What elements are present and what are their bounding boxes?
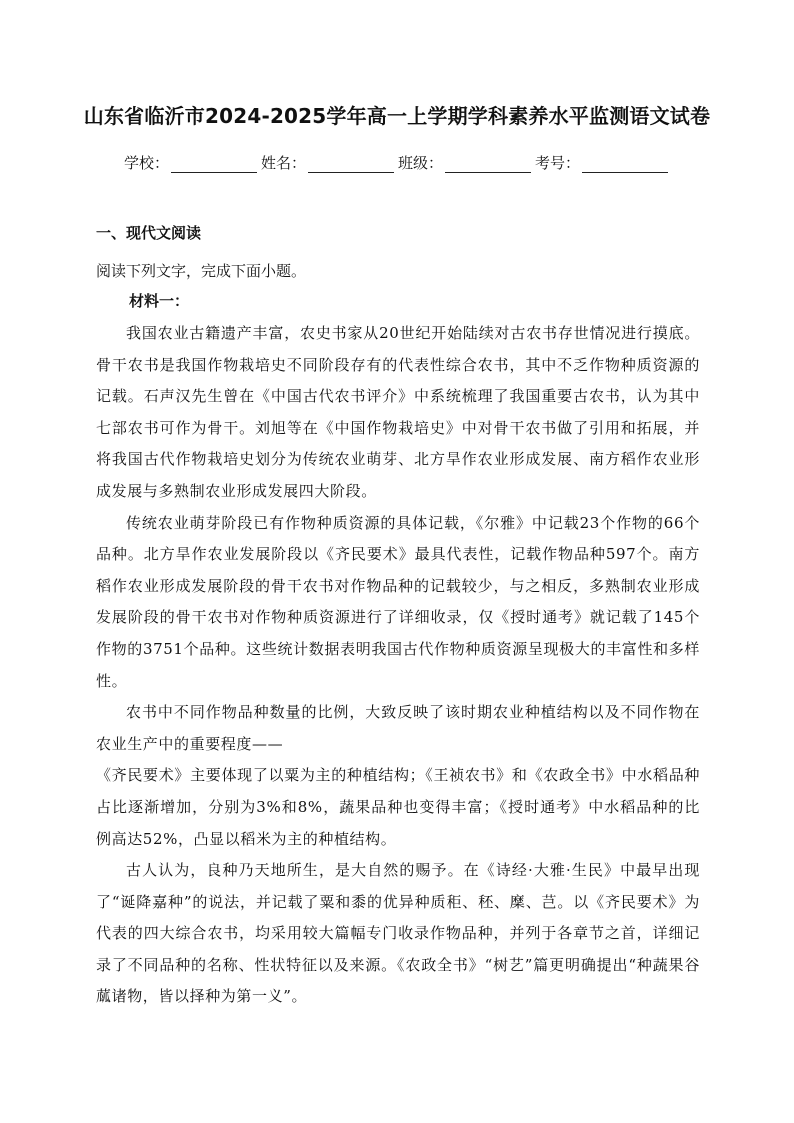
student-info-row xyxy=(124,152,684,173)
material-label: 材料一： xyxy=(129,292,190,310)
passage-paragraph: 我国农业古籍遗产丰富，农史书家从20世纪开始陆续对古农书存世情况进行摸底。骨干农书是我国作物栽培史不同阶段存有的代表性综合农书，其中不乏作物种质资源的记载。石声汉先生曾在《中国古代农书评介》中系统梳理了我国重要古农书，认为其中七部农书可作为骨干。刘旭等在《中国作物栽培史》中对骨干农书做了引用和拓展，并将我国古代作物栽培史划分为传统农业萌芽、北方旱作农业形成发展、南方稻作农业形成发展与多熟制农业形成发展四大阶段。 xyxy=(96,324,700,500)
exam-number-blank[interactable] xyxy=(582,156,668,173)
section-heading: 一、现代文阅读 xyxy=(96,224,202,242)
exam-title: 山东省临沂市2024-2025学年高一上学期学科素养水平监测语文试卷 xyxy=(83,104,711,128)
passage-paragraph: 古人认为，良种乃天地所生，是大自然的赐予。在《诗经·大雅·生民》中最早出现了“诞降嘉种”的说法，并记载了粟和黍的优异种质秬、秠、穈、芑。以《齐民要术》为代表的四大综合农书，均采用较大篇幅专门收录作物品种，并列于各章节之首，详细记录了不同品种的名称、性状特征以及来源。《农政全书》“树艺”篇更明确提出“种蔬果谷蓏诸物，皆以择种为第一义”。 xyxy=(96,861,700,1006)
school-field xyxy=(124,152,257,173)
passage-paragraph: 《齐民要术》主要体现了以粟为主的种植结构；《王祯农书》和《农政全书》中水稻品种占比逐渐增加，分别为3%和8%，蔬果品种也变得丰富；《授时通考》中水稻品种的比例高达52%，凸显以稻米为主的种植结构。 xyxy=(96,766,700,848)
exam-number-field xyxy=(535,152,668,173)
class-field xyxy=(398,152,531,173)
school-blank[interactable] xyxy=(171,156,257,173)
reading-instruction: 阅读下列文字，完成下面小题。 xyxy=(96,262,307,280)
school-label: 学校： xyxy=(124,154,170,172)
passage-paragraph: 农书中不同作物品种数量的比例，大致反映了该时期农业种植结构以及不同作物在农业生产中的重要程度—— xyxy=(96,703,700,753)
passage-paragraph: 传统农业萌芽阶段已有作物种质资源的具体记载，《尔雅》中记载23个作物的66个品种。北方旱作农业发展阶段以《齐民要术》最具代表性，记载作物品种597个。南方稻作农业形成发展阶段的骨干农书对作物品种的记载较少，与之相反，多熟制农业形成发展阶段的骨干农书对作物种质资源进行了详细收录，仅《授时通考》就记载了145个作物的3751个品种。这些统计数据表明我国古代作物种质资源呈现极大的丰富性和多样性。 xyxy=(96,513,700,690)
class-label: 班级： xyxy=(398,154,444,172)
name-blank[interactable] xyxy=(308,156,394,173)
name-label: 姓名： xyxy=(261,154,307,172)
name-field xyxy=(261,152,394,173)
class-blank[interactable] xyxy=(445,156,531,173)
exam-number-label: 考号： xyxy=(535,154,581,172)
passage-body xyxy=(96,318,700,1013)
